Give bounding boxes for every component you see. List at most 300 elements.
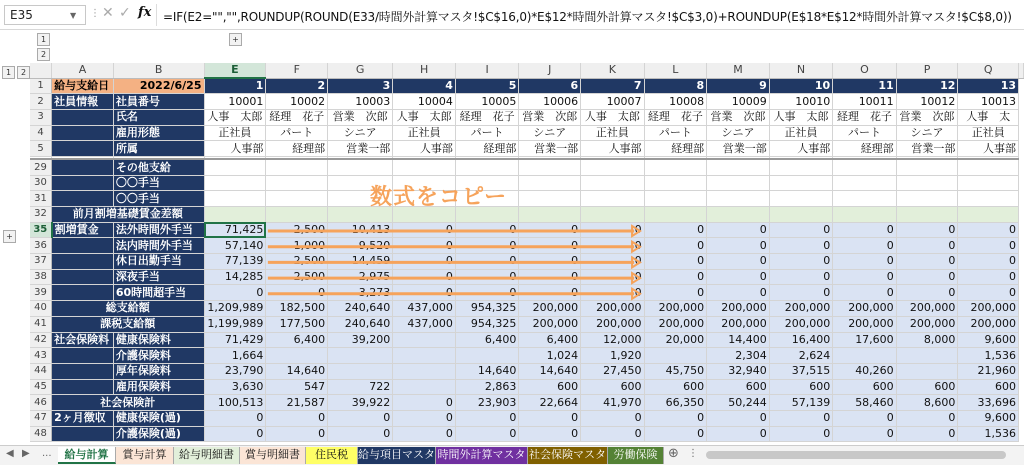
- column-header-n[interactable]: N: [769, 63, 832, 78]
- cell-k47[interactable]: 0: [581, 410, 644, 426]
- row-header-39[interactable]: 39: [30, 285, 52, 301]
- cell-n5[interactable]: 人事部: [769, 141, 832, 157]
- sheet-tab-6[interactable]: 時間外計算マスタ: [436, 447, 528, 464]
- cell-j2[interactable]: 10006: [519, 94, 581, 110]
- cell-h37[interactable]: 0: [393, 254, 456, 270]
- cell-k42[interactable]: 12,000: [581, 332, 644, 348]
- row-header-42[interactable]: 42: [30, 332, 52, 348]
- cell-n32[interactable]: [769, 207, 832, 223]
- cell-f41[interactable]: 177,500: [266, 316, 328, 332]
- cell-n43[interactable]: 2,624: [769, 348, 832, 364]
- sheet-tab-7[interactable]: 社会保険マスタ: [528, 447, 608, 464]
- cell-j29[interactable]: [519, 159, 581, 175]
- cell-l36[interactable]: 0: [644, 238, 707, 254]
- row-header-4[interactable]: 4: [30, 125, 52, 141]
- row-header-45[interactable]: 45: [30, 379, 52, 395]
- cell-m32[interactable]: [707, 207, 770, 223]
- cell-k2[interactable]: 10007: [581, 94, 644, 110]
- cell-m38[interactable]: 0: [707, 269, 770, 285]
- cell-e39[interactable]: 0: [204, 285, 266, 301]
- cell-o3[interactable]: 経理 花子: [833, 109, 896, 125]
- select-all-corner[interactable]: [30, 63, 52, 78]
- cell-o31[interactable]: [833, 191, 896, 207]
- cell-p42[interactable]: 8,000: [896, 332, 958, 348]
- row-header-1[interactable]: 1: [30, 78, 52, 94]
- cell-k38[interactable]: 0: [581, 269, 644, 285]
- cell-k45[interactable]: 600: [581, 379, 644, 395]
- cell-p43[interactable]: [896, 348, 958, 364]
- cell-j41[interactable]: 200,000: [519, 316, 581, 332]
- cell-i29[interactable]: [455, 159, 518, 175]
- add-sheet-icon[interactable]: ⊕: [668, 446, 679, 461]
- cell-i46[interactable]: 23,903: [455, 395, 518, 411]
- cell-p44[interactable]: [896, 363, 958, 379]
- cell-o4[interactable]: パート: [833, 125, 896, 141]
- cell-n45[interactable]: 600: [769, 379, 832, 395]
- cell-i41[interactable]: 954,325: [455, 316, 518, 332]
- cell-j35[interactable]: 0: [519, 222, 581, 238]
- cell-p45[interactable]: 600: [896, 379, 958, 395]
- cell-l47[interactable]: 0: [644, 410, 707, 426]
- cell-n39[interactable]: 0: [769, 285, 832, 301]
- cell-l5[interactable]: 経理部: [644, 141, 707, 157]
- cell-n36[interactable]: 0: [769, 238, 832, 254]
- chevron-down-icon[interactable]: ▼: [70, 11, 77, 20]
- sheet-tab-0[interactable]: 給与計算: [58, 447, 116, 464]
- cell-p37[interactable]: 0: [896, 254, 958, 270]
- cell-o1[interactable]: 11: [833, 78, 896, 94]
- cell-o48[interactable]: 0: [833, 426, 896, 442]
- cell-p30[interactable]: [896, 175, 958, 191]
- column-outline-level-2[interactable]: 2: [37, 48, 50, 61]
- cell-l46[interactable]: 66,350: [644, 395, 707, 411]
- cell-n29[interactable]: [769, 159, 832, 175]
- horizontal-scrollbar[interactable]: [706, 451, 1006, 459]
- cell-k31[interactable]: [581, 191, 644, 207]
- cell-n46[interactable]: 57,139: [769, 395, 832, 411]
- cell-j48[interactable]: 0: [519, 426, 581, 442]
- cell-o2[interactable]: 10011: [833, 94, 896, 110]
- cell-m45[interactable]: 600: [707, 379, 770, 395]
- cell-p39[interactable]: 0: [896, 285, 958, 301]
- expand-rows-button[interactable]: +: [3, 230, 16, 243]
- cell-k41[interactable]: 200,000: [581, 316, 644, 332]
- cell-f2[interactable]: 10002: [266, 94, 328, 110]
- cell-h2[interactable]: 10004: [393, 94, 456, 110]
- cell-o30[interactable]: [833, 175, 896, 191]
- row-header-29[interactable]: 29: [30, 159, 52, 175]
- sheet-tab-3[interactable]: 賞与明細書: [240, 447, 306, 464]
- row-header-40[interactable]: 40: [30, 301, 52, 317]
- cell-j47[interactable]: 0: [519, 410, 581, 426]
- cell-n3[interactable]: 人事 太郎: [769, 109, 832, 125]
- cell-g5[interactable]: 営業一部: [328, 141, 393, 157]
- cell-n42[interactable]: 16,400: [769, 332, 832, 348]
- cell-q32[interactable]: [958, 207, 1019, 223]
- cell-n38[interactable]: 0: [769, 269, 832, 285]
- cell-h45[interactable]: [393, 379, 456, 395]
- cell-l39[interactable]: 0: [644, 285, 707, 301]
- options-icon[interactable]: ⋮: [688, 448, 698, 459]
- cell-q45[interactable]: 600: [958, 379, 1019, 395]
- cell-f29[interactable]: [266, 159, 328, 175]
- cell-g40[interactable]: 240,640: [328, 301, 393, 317]
- cell-m46[interactable]: 50,244: [707, 395, 770, 411]
- sheet-tab-1[interactable]: 賞与計算: [116, 447, 174, 464]
- cell-m40[interactable]: 200,000: [707, 301, 770, 317]
- cell-j38[interactable]: 0: [519, 269, 581, 285]
- cell-j39[interactable]: 0: [519, 285, 581, 301]
- cancel-icon[interactable]: ✕: [102, 5, 114, 21]
- cell-j43[interactable]: 1,024: [519, 348, 581, 364]
- cell-n37[interactable]: 0: [769, 254, 832, 270]
- cell-g36[interactable]: 9,520: [328, 238, 393, 254]
- cell-e45[interactable]: 3,630: [204, 379, 266, 395]
- cell-e3[interactable]: 人事 太郎: [204, 109, 266, 125]
- cell-l31[interactable]: [644, 191, 707, 207]
- cell-j4[interactable]: シニア: [519, 125, 581, 141]
- cell-f31[interactable]: [266, 191, 328, 207]
- cell-j30[interactable]: [519, 175, 581, 191]
- cell-p3[interactable]: 営業 次郎: [896, 109, 958, 125]
- cell-i3[interactable]: 経理 花子: [455, 109, 518, 125]
- cell-h46[interactable]: 0: [393, 395, 456, 411]
- cell-p2[interactable]: 10012: [896, 94, 958, 110]
- cell-k37[interactable]: 0: [581, 254, 644, 270]
- formula-input[interactable]: =IF(E2="","",ROUNDUP(ROUND(E33/時間外計算マスタ!$C$16,0)*E$12*時間外計算マスタ!$C$3,0)+ROUNDUP(E$18*E$12*時間外計算マスタ!$C$8,0)): [163, 10, 1012, 24]
- cell-g43[interactable]: [328, 348, 393, 364]
- cell-g37[interactable]: 14,459: [328, 254, 393, 270]
- cell-h39[interactable]: 0: [393, 285, 456, 301]
- cell-l37[interactable]: 0: [644, 254, 707, 270]
- cell-e1[interactable]: 1: [204, 78, 266, 94]
- cell-o32[interactable]: [833, 207, 896, 223]
- cell-m2[interactable]: 10009: [707, 94, 770, 110]
- cell-g44[interactable]: [328, 363, 393, 379]
- cell-f47[interactable]: 0: [266, 410, 328, 426]
- cell-j44[interactable]: 14,640: [519, 363, 581, 379]
- cell-j32[interactable]: [519, 207, 581, 223]
- cell-m37[interactable]: 0: [707, 254, 770, 270]
- cell-n30[interactable]: [769, 175, 832, 191]
- cell-f43[interactable]: [266, 348, 328, 364]
- cell-l32[interactable]: [644, 207, 707, 223]
- column-header-b[interactable]: B: [113, 63, 204, 78]
- row-header-2[interactable]: 2: [30, 94, 52, 110]
- cell-g38[interactable]: 2,975: [328, 269, 393, 285]
- cell-p40[interactable]: 200,000: [896, 301, 958, 317]
- cell-h48[interactable]: 0: [393, 426, 456, 442]
- column-header-j[interactable]: J: [519, 63, 581, 78]
- row-header-31[interactable]: 31: [30, 191, 52, 207]
- cell-i1[interactable]: 5: [455, 78, 518, 94]
- cell-q36[interactable]: 0: [958, 238, 1019, 254]
- cell-l38[interactable]: 0: [644, 269, 707, 285]
- cell-h3[interactable]: 人事 太郎: [393, 109, 456, 125]
- row-header-5[interactable]: 5: [30, 141, 52, 157]
- cell-e42[interactable]: 71,429: [204, 332, 266, 348]
- cell-h41[interactable]: 437,000: [393, 316, 456, 332]
- row-header-32[interactable]: 32: [30, 207, 52, 223]
- cell-m47[interactable]: 0: [707, 410, 770, 426]
- cell-q4[interactable]: 正社員: [958, 125, 1019, 141]
- cell-k40[interactable]: 200,000: [581, 301, 644, 317]
- cell-g4[interactable]: シニア: [328, 125, 393, 141]
- cell-h1[interactable]: 4: [393, 78, 456, 94]
- cell-o44[interactable]: 40,260: [833, 363, 896, 379]
- cell-o38[interactable]: 0: [833, 269, 896, 285]
- cell-o29[interactable]: [833, 159, 896, 175]
- cell-l4[interactable]: パート: [644, 125, 707, 141]
- tab-more-icon[interactable]: ...: [42, 448, 52, 459]
- cell-i5[interactable]: 経理部: [455, 141, 518, 157]
- cell-g3[interactable]: 営業 次郎: [328, 109, 393, 125]
- cell-e46[interactable]: 100,513: [204, 395, 266, 411]
- cell-i45[interactable]: 2,863: [455, 379, 518, 395]
- cell-f5[interactable]: 経理部: [266, 141, 328, 157]
- cell-q39[interactable]: 0: [958, 285, 1019, 301]
- cell-f32[interactable]: [266, 207, 328, 223]
- cell-m35[interactable]: 0: [707, 222, 770, 238]
- cell-q43[interactable]: 1,536: [958, 348, 1019, 364]
- cell-e36[interactable]: 57,140: [204, 238, 266, 254]
- cell-n44[interactable]: 37,515: [769, 363, 832, 379]
- cell-q46[interactable]: 33,696: [958, 395, 1019, 411]
- row-outline-level-2[interactable]: 2: [17, 66, 30, 79]
- cell-l40[interactable]: 200,000: [644, 301, 707, 317]
- cell-i39[interactable]: 0: [455, 285, 518, 301]
- cell-o40[interactable]: 200,000: [833, 301, 896, 317]
- cell-n1[interactable]: 10: [769, 78, 832, 94]
- cell-q30[interactable]: [958, 175, 1019, 191]
- check-icon[interactable]: ✓: [119, 5, 131, 21]
- row-header-35[interactable]: 35: [30, 222, 52, 238]
- cell-j31[interactable]: [519, 191, 581, 207]
- cell-k36[interactable]: 0: [581, 238, 644, 254]
- cell-n40[interactable]: 200,000: [769, 301, 832, 317]
- column-header-h[interactable]: H: [393, 63, 456, 78]
- cell-j46[interactable]: 22,664: [519, 395, 581, 411]
- cell-f30[interactable]: [266, 175, 328, 191]
- cell-e35[interactable]: 71,425: [204, 222, 266, 238]
- expand-columns-button[interactable]: +: [229, 33, 242, 46]
- cell-p41[interactable]: 200,000: [896, 316, 958, 332]
- cell-q1[interactable]: 13: [958, 78, 1019, 94]
- insert-function-icon[interactable]: fx: [138, 5, 152, 20]
- cell-e38[interactable]: 14,285: [204, 269, 266, 285]
- cell-o35[interactable]: 0: [833, 222, 896, 238]
- cell-i47[interactable]: 0: [455, 410, 518, 426]
- cell-q40[interactable]: 200,000: [958, 301, 1019, 317]
- cell-e43[interactable]: 1,664: [204, 348, 266, 364]
- cell-f45[interactable]: 547: [266, 379, 328, 395]
- cell-f3[interactable]: 経理 花子: [266, 109, 328, 125]
- cell-k4[interactable]: 正社員: [581, 125, 644, 141]
- name-box[interactable]: E35: [4, 5, 86, 25]
- cell-k1[interactable]: 7: [581, 78, 644, 94]
- cell-p36[interactable]: 0: [896, 238, 958, 254]
- cell-k30[interactable]: [581, 175, 644, 191]
- cell-f40[interactable]: 182,500: [266, 301, 328, 317]
- cell-p46[interactable]: 8,600: [896, 395, 958, 411]
- cell-l30[interactable]: [644, 175, 707, 191]
- cell-p31[interactable]: [896, 191, 958, 207]
- cell-e48[interactable]: 0: [204, 426, 266, 442]
- cell-i36[interactable]: 0: [455, 238, 518, 254]
- cell-l42[interactable]: 20,000: [644, 332, 707, 348]
- cell-o43[interactable]: [833, 348, 896, 364]
- cell-i4[interactable]: パート: [455, 125, 518, 141]
- cell-f46[interactable]: 21,587: [266, 395, 328, 411]
- cell-n48[interactable]: 0: [769, 426, 832, 442]
- cell-o45[interactable]: 600: [833, 379, 896, 395]
- cell-g45[interactable]: 722: [328, 379, 393, 395]
- cell-o39[interactable]: 0: [833, 285, 896, 301]
- cell-q35[interactable]: 0: [958, 222, 1019, 238]
- cell-i44[interactable]: 14,640: [455, 363, 518, 379]
- cell-k48[interactable]: 0: [581, 426, 644, 442]
- cell-m39[interactable]: 0: [707, 285, 770, 301]
- cell-p48[interactable]: 0: [896, 426, 958, 442]
- cell-j37[interactable]: 0: [519, 254, 581, 270]
- cell-l41[interactable]: 200,000: [644, 316, 707, 332]
- row-header-3[interactable]: 3: [30, 109, 52, 125]
- tab-next-icon[interactable]: ▶: [22, 448, 30, 459]
- cell-h47[interactable]: 0: [393, 410, 456, 426]
- cell-l2[interactable]: 10008: [644, 94, 707, 110]
- cell-p38[interactable]: 0: [896, 269, 958, 285]
- column-header-a[interactable]: A: [52, 63, 114, 78]
- cell-p32[interactable]: [896, 207, 958, 223]
- row-header-30[interactable]: 30: [30, 175, 52, 191]
- cell-l1[interactable]: 8: [644, 78, 707, 94]
- column-outline-level-1[interactable]: 1: [37, 33, 50, 46]
- cell-j36[interactable]: 0: [519, 238, 581, 254]
- cell-h42[interactable]: [393, 332, 456, 348]
- cell-i43[interactable]: [455, 348, 518, 364]
- cell-q38[interactable]: 0: [958, 269, 1019, 285]
- cell-j1[interactable]: 6: [519, 78, 581, 94]
- cell-o37[interactable]: 0: [833, 254, 896, 270]
- cell-m3[interactable]: 営業 次郎: [707, 109, 770, 125]
- cell-n31[interactable]: [769, 191, 832, 207]
- cell-h4[interactable]: 正社員: [393, 125, 456, 141]
- cell-k3[interactable]: 人事 太郎: [581, 109, 644, 125]
- row-header-37[interactable]: 37: [30, 254, 52, 270]
- cell-k32[interactable]: [581, 207, 644, 223]
- cell-i38[interactable]: 0: [455, 269, 518, 285]
- cell-l45[interactable]: 600: [644, 379, 707, 395]
- cell-k44[interactable]: 27,450: [581, 363, 644, 379]
- cell-h35[interactable]: 0: [393, 222, 456, 238]
- cell-e44[interactable]: 23,790: [204, 363, 266, 379]
- cell-f1[interactable]: 2: [266, 78, 328, 94]
- cell-n2[interactable]: 10010: [769, 94, 832, 110]
- cell-m29[interactable]: [707, 159, 770, 175]
- row-header-41[interactable]: 41: [30, 316, 52, 332]
- cell-e47[interactable]: 0: [204, 410, 266, 426]
- cell-i37[interactable]: 0: [455, 254, 518, 270]
- cell-o42[interactable]: 17,600: [833, 332, 896, 348]
- cell-o46[interactable]: 58,460: [833, 395, 896, 411]
- cell-h44[interactable]: [393, 363, 456, 379]
- cell-e4[interactable]: 正社員: [204, 125, 266, 141]
- column-header-o[interactable]: O: [833, 63, 896, 78]
- cell-n41[interactable]: 200,000: [769, 316, 832, 332]
- row-header-47[interactable]: 47: [30, 410, 52, 426]
- cell-h29[interactable]: [393, 159, 456, 175]
- column-header-k[interactable]: K: [581, 63, 644, 78]
- cell-g39[interactable]: 3,273: [328, 285, 393, 301]
- cell-k43[interactable]: 1,920: [581, 348, 644, 364]
- column-header-g[interactable]: G: [328, 63, 393, 78]
- cell-i48[interactable]: 0: [455, 426, 518, 442]
- cell-p47[interactable]: 0: [896, 410, 958, 426]
- cell-f39[interactable]: 0: [266, 285, 328, 301]
- cell-e29[interactable]: [204, 159, 266, 175]
- row-header-46[interactable]: 46: [30, 395, 52, 411]
- cell-k29[interactable]: [581, 159, 644, 175]
- cell-e40[interactable]: 1,209,989: [204, 301, 266, 317]
- cell-h38[interactable]: 0: [393, 269, 456, 285]
- cell-m43[interactable]: 2,304: [707, 348, 770, 364]
- cell-q5[interactable]: 人事部: [958, 141, 1019, 157]
- cell-m44[interactable]: 32,940: [707, 363, 770, 379]
- row-header-38[interactable]: 38: [30, 269, 52, 285]
- cell-l43[interactable]: [644, 348, 707, 364]
- cell-f4[interactable]: パート: [266, 125, 328, 141]
- cell-g41[interactable]: 240,640: [328, 316, 393, 332]
- row-outline-level-1[interactable]: 1: [2, 66, 15, 79]
- cell-g2[interactable]: 10003: [328, 94, 393, 110]
- cell-o47[interactable]: 0: [833, 410, 896, 426]
- column-header-e[interactable]: E: [204, 63, 266, 78]
- spreadsheet-grid[interactable]: [30, 63, 1024, 445]
- cell-q42[interactable]: 9,600: [958, 332, 1019, 348]
- row-header-44[interactable]: 44: [30, 363, 52, 379]
- cell-e5[interactable]: 人事部: [204, 141, 266, 157]
- cell-j40[interactable]: 200,000: [519, 301, 581, 317]
- cell-m41[interactable]: 200,000: [707, 316, 770, 332]
- cell-m48[interactable]: 0: [707, 426, 770, 442]
- cell-g47[interactable]: 0: [328, 410, 393, 426]
- sheet-tab-4[interactable]: 住民税: [306, 447, 358, 464]
- sheet-tab-5[interactable]: 給与項目マスタ: [358, 447, 436, 464]
- cell-j42[interactable]: 6,400: [519, 332, 581, 348]
- cell-q41[interactable]: 200,000: [958, 316, 1019, 332]
- cell-o41[interactable]: 200,000: [833, 316, 896, 332]
- cell-i42[interactable]: 6,400: [455, 332, 518, 348]
- cell-q29[interactable]: [958, 159, 1019, 175]
- cell-h36[interactable]: 0: [393, 238, 456, 254]
- cell-m42[interactable]: 14,400: [707, 332, 770, 348]
- cell-o36[interactable]: 0: [833, 238, 896, 254]
- cell-q31[interactable]: [958, 191, 1019, 207]
- cell-n4[interactable]: 正社員: [769, 125, 832, 141]
- column-header-p[interactable]: P: [896, 63, 958, 78]
- cell-m1[interactable]: 9: [707, 78, 770, 94]
- cell-p5[interactable]: 営業一部: [896, 141, 958, 157]
- cell-f42[interactable]: 6,400: [266, 332, 328, 348]
- cell-f36[interactable]: 1,000: [266, 238, 328, 254]
- cell-j45[interactable]: 600: [519, 379, 581, 395]
- cell-l29[interactable]: [644, 159, 707, 175]
- cell-e2[interactable]: 10001: [204, 94, 266, 110]
- cell-h5[interactable]: 人事部: [393, 141, 456, 157]
- cell-j3[interactable]: 営業 次郎: [519, 109, 581, 125]
- sheet-tab-8[interactable]: 労働保険: [608, 447, 664, 464]
- cell-l3[interactable]: 経理 花子: [644, 109, 707, 125]
